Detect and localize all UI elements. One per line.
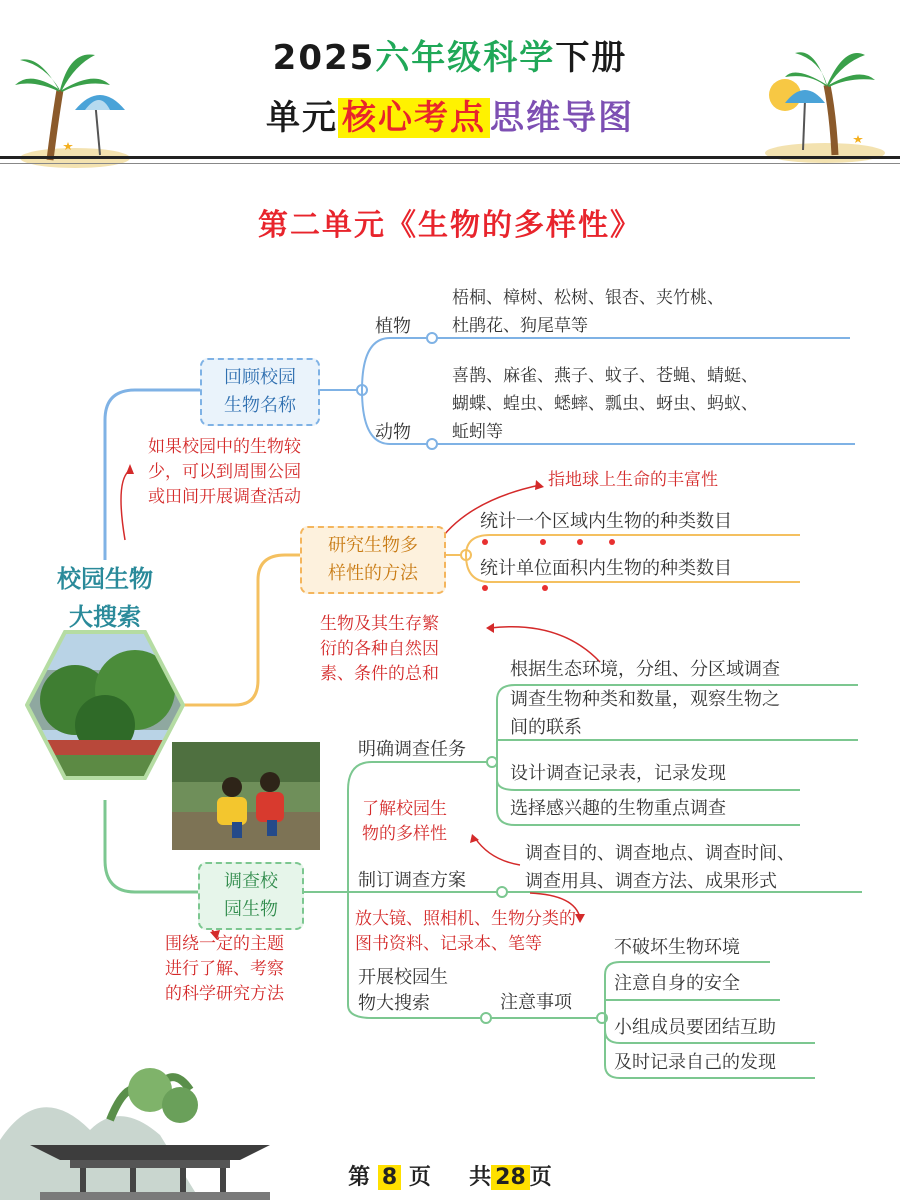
plan-line-2: 调查用具、调查方法、成果形式 bbox=[525, 871, 777, 892]
branch-methods-label-1: 研究生物多 bbox=[328, 535, 418, 556]
branch-survey-label-1: 调查校 bbox=[224, 871, 278, 892]
branch-biodiversity-methods bbox=[300, 526, 446, 594]
animals-line-3: 蚯蚓等 bbox=[452, 422, 503, 442]
plan-items bbox=[525, 840, 795, 896]
plan-label: 制订调查方案 bbox=[358, 870, 466, 891]
animals-label: 动物 bbox=[375, 422, 411, 443]
carry-out-label-1: 开展校园生 bbox=[358, 967, 448, 988]
note-nearby-park-1: 如果校园中的生物较 bbox=[148, 437, 301, 457]
center-title-line-2: 大搜索 bbox=[69, 603, 141, 631]
note-nearby-park bbox=[148, 435, 301, 510]
note-survey-1: 围绕一定的主题 bbox=[165, 934, 284, 954]
center-title-line-1: 校园生物 bbox=[57, 565, 153, 593]
note-env-2: 衍的各种自然因 bbox=[320, 639, 439, 659]
campus-photo bbox=[25, 630, 185, 780]
note-env-1: 生物及其生存繁 bbox=[320, 614, 439, 634]
page-footer bbox=[0, 1160, 900, 1191]
carry-out-label-2: 物大搜索 bbox=[358, 993, 430, 1014]
attention-item-4: 及时记录自己的发现 bbox=[614, 1052, 776, 1073]
attention-item-2: 注意自身的安全 bbox=[614, 973, 740, 994]
animals-list bbox=[452, 362, 758, 446]
task-item-4: 选择感兴趣的生物重点调查 bbox=[510, 798, 726, 819]
branch-survey-label-2: 园生物 bbox=[224, 899, 278, 920]
branch-survey-campus bbox=[198, 862, 304, 930]
task-item-2-line-2: 间的联系 bbox=[510, 717, 582, 738]
note-nearby-park-2: 少，可以到周围公园 bbox=[148, 462, 301, 482]
attention-item-3: 小组成员要团结互助 bbox=[614, 1017, 776, 1038]
note-biodiversity-definition: 指地球上生命的丰富性 bbox=[548, 470, 718, 490]
carry-out-label bbox=[358, 965, 448, 1017]
note-env-3: 素、条件的总和 bbox=[320, 664, 439, 684]
header-key-points: 核心考点 bbox=[338, 98, 490, 138]
footer-total-prefix: 共 bbox=[469, 1165, 492, 1190]
plants-label: 植物 bbox=[375, 316, 411, 337]
header-book: 下册 bbox=[555, 38, 628, 78]
plants-line-2: 杜鹃花、狗尾草等 bbox=[452, 316, 588, 336]
animals-line-2: 蝴蝶、蝗虫、蟋蟀、瓢虫、蚜虫、蚂蚁、 bbox=[452, 394, 758, 414]
note-survey-definition bbox=[165, 932, 284, 1007]
task-label: 明确调查任务 bbox=[358, 739, 466, 760]
header-unit-word: 单元 bbox=[266, 98, 338, 138]
total-page-count: 28 bbox=[491, 1165, 530, 1190]
branch-review-campus-names bbox=[200, 358, 320, 426]
animals-line-1: 喜鹊、麻雀、燕子、蚊子、苍蝇、蜻蜓、 bbox=[452, 366, 758, 386]
note-purpose-1: 了解校园生 bbox=[362, 799, 447, 819]
method-item-2: 统计单位面积内生物的种类数目 bbox=[480, 558, 732, 579]
attention-label: 注意事项 bbox=[500, 992, 572, 1013]
note-tools bbox=[355, 907, 576, 957]
unit-title: 第二单元《生物的多样性》 bbox=[258, 208, 642, 243]
task-item-2 bbox=[510, 686, 780, 742]
header-grade: 六年级科学 bbox=[375, 38, 556, 78]
note-survey-3: 的科学研究方法 bbox=[165, 984, 284, 1004]
footer-prefix: 第 bbox=[348, 1165, 371, 1190]
plants-list bbox=[452, 284, 724, 340]
branch-review-label-2: 生物名称 bbox=[224, 395, 296, 416]
note-environment-definition bbox=[320, 612, 439, 687]
task-item-3: 设计调查记录表，记录发现 bbox=[510, 763, 726, 784]
center-title bbox=[30, 560, 180, 636]
note-survey-2: 进行了解、考察 bbox=[165, 959, 284, 979]
plants-line-1: 梧桐、樟树、松树、银杏、夹竹桃、 bbox=[452, 288, 724, 308]
task-item-1: 根据生态环境，分组、分区域调查 bbox=[510, 659, 780, 680]
plan-line-1: 调查目的、调查地点、调查时间、 bbox=[525, 843, 795, 864]
footer-suffix: 页 bbox=[529, 1165, 552, 1190]
note-tools-2: 图书资料、记录本、笔等 bbox=[355, 934, 542, 954]
note-nearby-park-3: 或田间开展调查活动 bbox=[148, 487, 301, 507]
current-page-number: 8 bbox=[378, 1165, 401, 1190]
task-item-2-line-1: 调查生物种类和数量，观察生物之 bbox=[510, 689, 780, 710]
attention-item-1: 不破坏生物环境 bbox=[614, 937, 740, 958]
note-purpose-2: 物的多样性 bbox=[362, 824, 447, 844]
footer-page-word: 页 bbox=[408, 1165, 431, 1190]
note-tools-1: 放大镜、照相机、生物分类的 bbox=[355, 909, 576, 929]
students-survey-photo bbox=[172, 742, 320, 850]
note-survey-purpose bbox=[362, 797, 447, 847]
header-mind-map: 思维导图 bbox=[490, 98, 634, 138]
header-year: 2025 bbox=[272, 38, 376, 78]
method-item-1: 统计一个区域内生物的种类数目 bbox=[480, 511, 732, 532]
branch-review-label-1: 回顾校园 bbox=[224, 367, 296, 388]
branch-methods-label-2: 样性的方法 bbox=[328, 563, 418, 584]
